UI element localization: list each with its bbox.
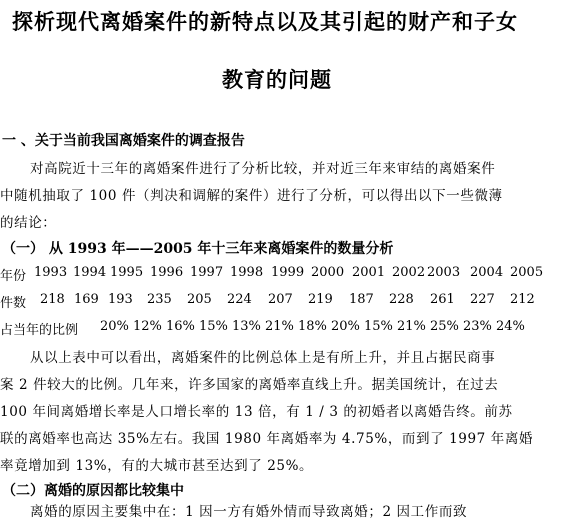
subsection-2-heading: （二）离婚的原因都比较集中 [2, 483, 184, 499]
table-cell: 228 [389, 292, 414, 307]
table-cell: 15% [199, 319, 228, 334]
paragraph-2-line: 率竟增加到 13%，有的大城市甚至达到了 25%。 [0, 458, 314, 474]
table-cell: 1994 [73, 265, 107, 280]
paragraph-2-line: 从以上表中可以看出，离婚案件的比例总体上是有所上升，并且占据民商事 [30, 350, 496, 366]
table-cell: 219 [308, 292, 333, 307]
table-cell: 193 [108, 292, 133, 307]
document-title-line-2: 教育的问题 [222, 67, 332, 92]
table-cell: 1999 [271, 265, 305, 280]
table-cell: 2003 [427, 265, 461, 280]
table-cell: 2000 [311, 265, 345, 280]
table-cell: 13% [232, 319, 261, 334]
table-cell: 218 [40, 292, 65, 307]
table-row-label: 占当年的比例 [0, 323, 79, 338]
table-cell: 23% [463, 319, 492, 334]
table-cell: 1995 [110, 265, 144, 280]
table-cell: 21% [397, 319, 426, 334]
table-cell: 261 [430, 292, 455, 307]
table-cell: 212 [510, 292, 535, 307]
table-cell: 205 [187, 292, 212, 307]
table-cell: 227 [470, 292, 495, 307]
section-1-heading: 一 、关于当前我国离婚案件的调查报告 [2, 133, 245, 149]
table-cell: 2005 [510, 265, 544, 280]
table-cell: 21% [265, 319, 294, 334]
section-1-paragraph-line: 中随机抽取了 100 件（判决和调解的案件）进行了分析，可以得出以下一些微薄 [0, 188, 503, 204]
paragraph-2-line: 案 2 件较大的比例。几年来，许多国家的离婚率直线上升。据美国统计，在过去 [0, 377, 499, 393]
table-cell: 187 [349, 292, 374, 307]
table-cell: 2002 [392, 265, 426, 280]
subsection-1-heading: （一） 从 1993 年——2005 年十三年来离婚案件的数量分析 [2, 241, 394, 257]
table-cell: 2001 [352, 265, 386, 280]
document-title-line-1: 探析现代离婚案件的新特点以及其引起的财产和子女 [12, 9, 518, 34]
table-cell: 16% [166, 319, 195, 334]
table-cell: 18% [298, 319, 327, 334]
cutoff-paragraph-line: 离婚的原因主要集中在：1 因一方有婚外情而导致离婚；2 因工作而致 [30, 504, 468, 520]
table-cell: 20% [331, 319, 360, 334]
table-cell: 2004 [470, 265, 504, 280]
table-cell: 207 [268, 292, 293, 307]
table-cell: 235 [147, 292, 172, 307]
table-cell: 169 [74, 292, 99, 307]
table-cell: 12% [133, 319, 162, 334]
cutoff-line-container [0, 500, 564, 520]
table-row-label: 件数 [0, 296, 27, 311]
table-cell: 24% [496, 319, 525, 334]
table-cell: 1997 [190, 265, 224, 280]
section-1-paragraph-line: 对高院近十三年的离婚案件进行了分析比较，并对近三年来审结的离婚案件 [30, 161, 496, 177]
paragraph-2-line: 联的离婚率也高达 35%左右。我国 1980 年离婚率为 4.75%，而到了 1997 年离婚 [0, 431, 534, 447]
table-cell: 1998 [230, 265, 264, 280]
table-cell: 15% [364, 319, 393, 334]
table-cell: 1996 [150, 265, 184, 280]
table-cell: 1993 [34, 265, 68, 280]
table-cell: 20% [100, 319, 129, 334]
table-row-label: 年份 [0, 269, 27, 284]
paragraph-2-line: 100 年间离婚增长率是人口增长率的 13 倍，有 1 / 3 的初婚者以离婚告终。前苏 [0, 404, 513, 420]
table-cell: 224 [227, 292, 252, 307]
section-1-paragraph-line: 的结论： [0, 215, 57, 231]
table-cell: 25% [430, 319, 459, 334]
